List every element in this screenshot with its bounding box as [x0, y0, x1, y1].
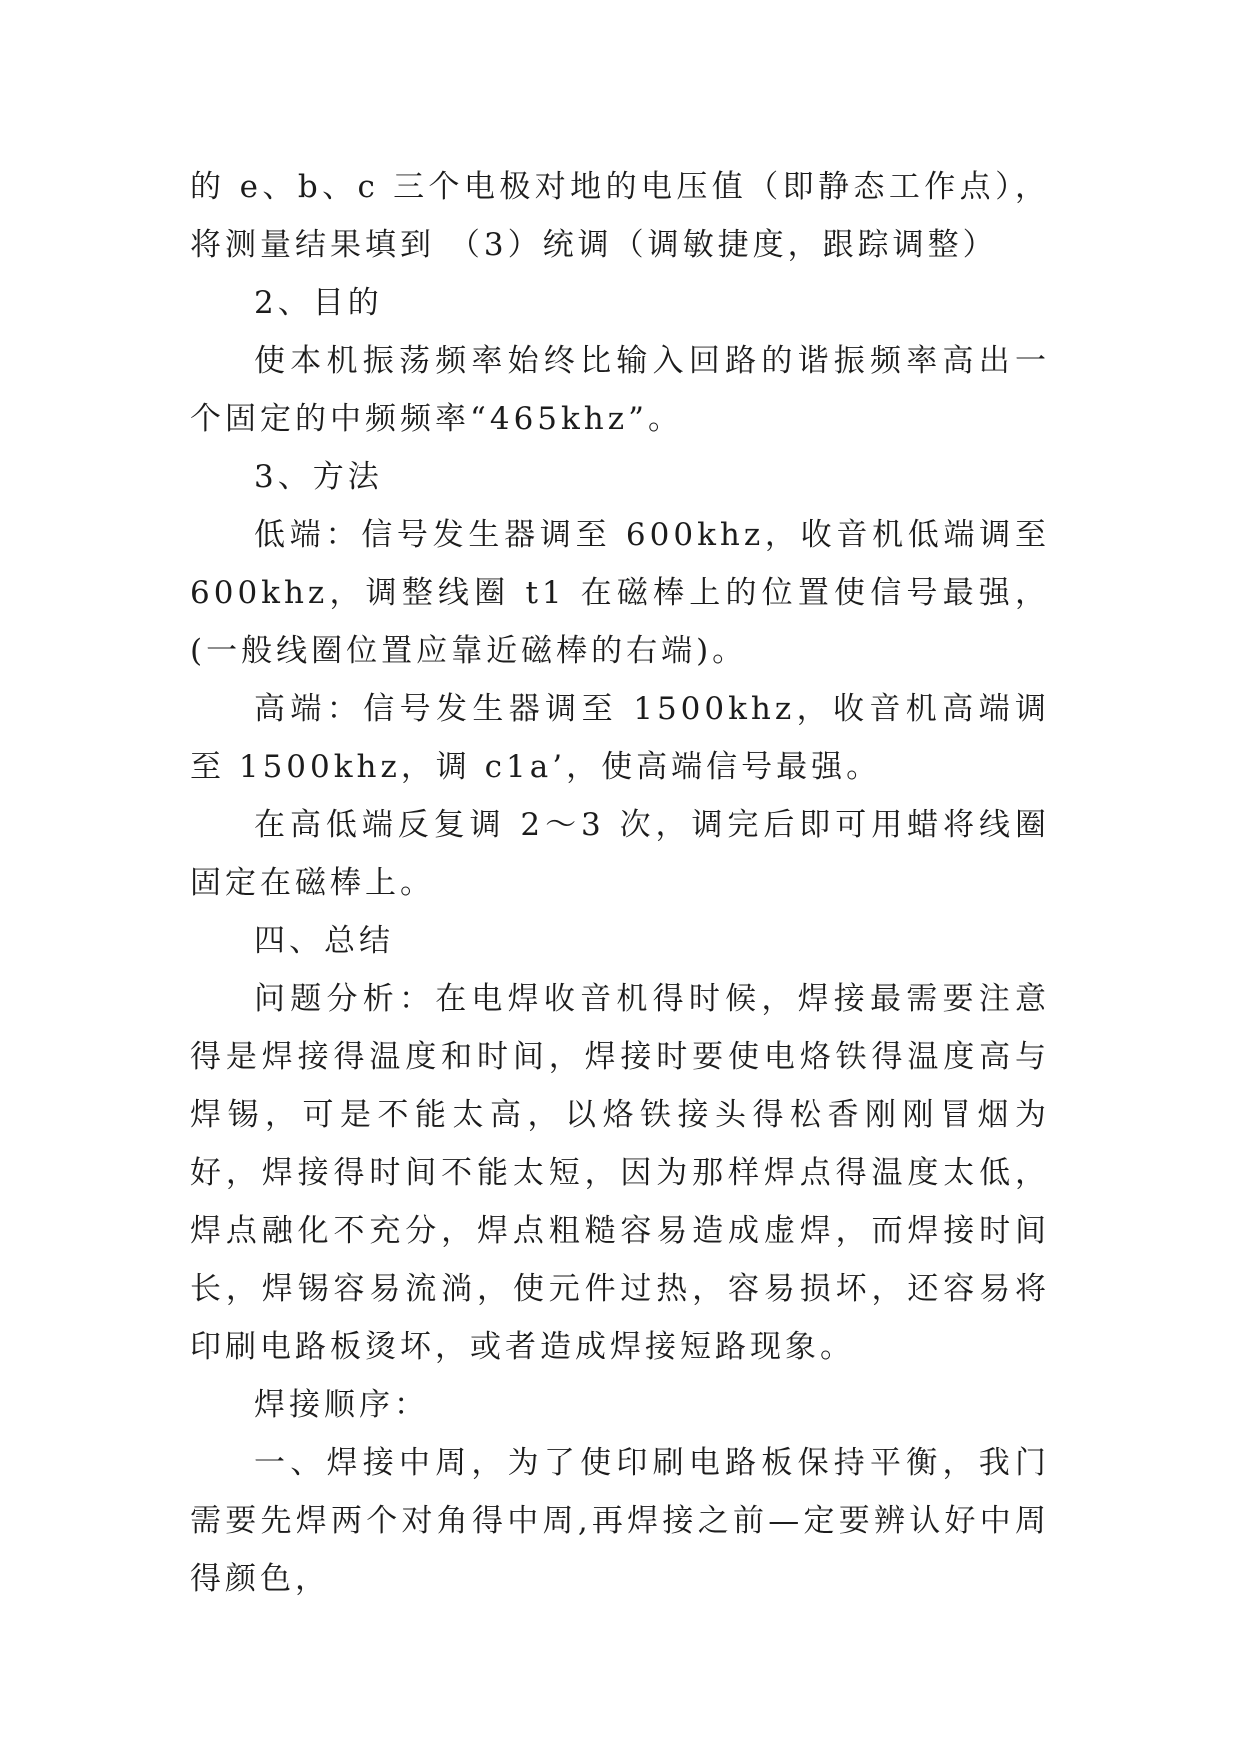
paragraph-problem-analysis: 问题分析：在电焊收音机得时候，焊接最需要注意得是焊接得温度和时间，焊接时要使电烙铁得温度高与焊锡，可是不能太高，以烙铁接头得松香刚刚冒烟为好，焊接得时间不能太短，因为那样焊点得温度太低，焊点融化不充分，焊点粗糙容易造成虚焊，而焊接时间长，焊锡容易流淌，使元件过热，容易损坏，还容易将印刷电路板烫坏，或者造成焊接短路现象。 [190, 981, 1050, 1365]
heading-purpose: 2、目的 [254, 285, 383, 321]
paragraph-welding-step-1: 一、焊接中周，为了使印刷电路板保持平衡，我门需要先焊两个对角得中周,再焊接之前—定要辨认好中周得颜色， [190, 1445, 1050, 1597]
heading-method: 3、方法 [254, 459, 383, 495]
paragraph-low-end: 低端：信号发生器调至 600khz，收音机低端调至 600khz，调整线圈 t1 在磁棒上的位置使信号最强，(一般线圈位置应靠近磁棒的右端)。 [190, 517, 1050, 669]
paragraph-repeat: 在高低端反复调 2～3 次，调完后即可用蜡将线圈固定在磁棒上。 [190, 807, 1050, 901]
paragraph-purpose: 使本机振荡频率始终比输入回路的谐振频率高出一个固定的中频频率“465khz”。 [190, 343, 1050, 437]
document-body [190, 158, 1050, 1608]
heading-welding-order: 焊接顺序： [254, 1387, 429, 1423]
paragraph-1: 的 e、b、c 三个电极对地的电压值（即静态工作点），将测量结果填到 （3）统调（调敏捷度，跟踪调整） [190, 169, 1050, 263]
heading-summary: 四、总结 [254, 923, 394, 959]
paragraph-high-end: 高端：信号发生器调至 1500khz，收音机高端调至 1500khz，调 c1a’，使高端信号最强。 [190, 691, 1050, 785]
